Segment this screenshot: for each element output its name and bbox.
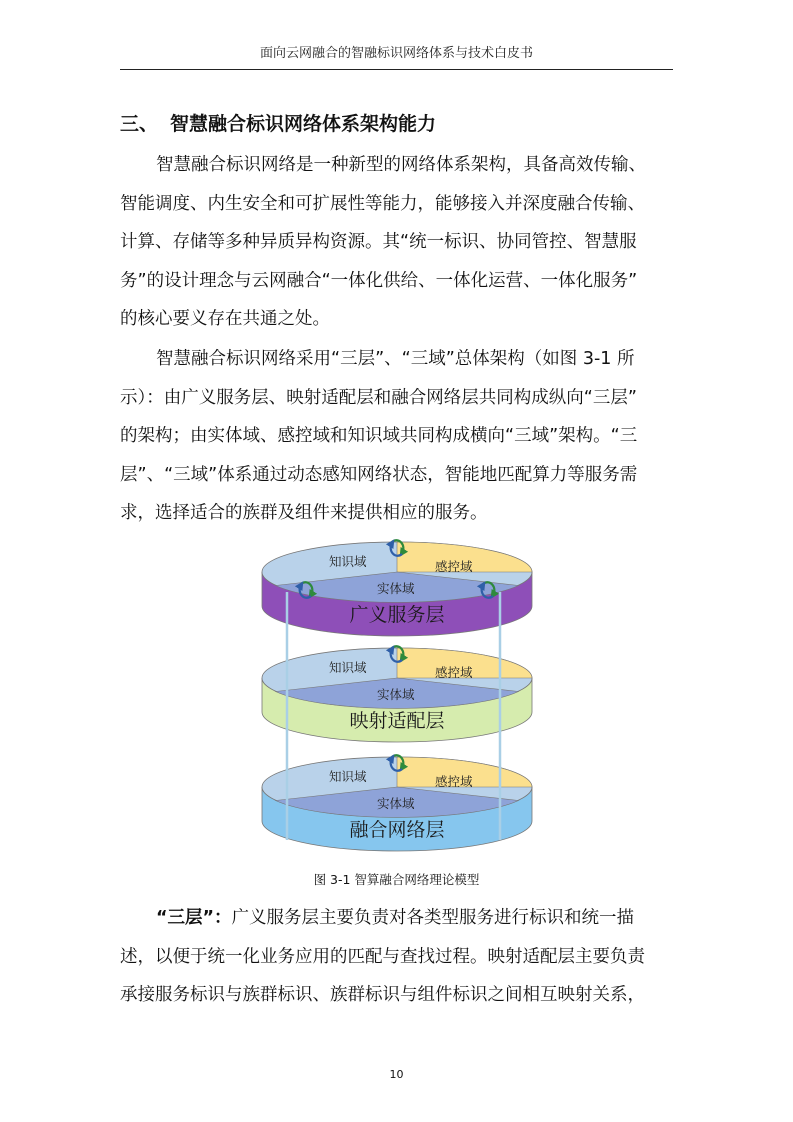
paragraph-line: 层”、“三域”体系通过动态感知网络状态，智能地匹配算力等服务需 — [120, 464, 638, 485]
section-title: 智慧融合标识网络体系架构能力 — [170, 113, 437, 135]
paragraph-line: 计算、存储等多种异质异构资源。其“统一标识、协同管控、智慧服 — [120, 232, 637, 253]
control-domain-label: 感控域 — [435, 559, 473, 574]
section-heading — [120, 109, 436, 136]
paragraph-line: 智慧融合标识网络是一种新型的网络体系架构，具备高效传输、 — [156, 155, 646, 175]
figure-caption: 图 3-1 智算融合网络理论模型 — [313, 872, 480, 887]
layer-disc — [262, 646, 532, 742]
layer-disc — [262, 755, 532, 851]
paragraph-intro — [120, 146, 673, 339]
paragraph-line: 智慧融合标识网络采用“三层”、“三域”总体架构（如图 3-1 所 — [156, 349, 635, 369]
running-header: 面向云网融合的智融标识网络体系与技术白皮书 — [259, 46, 533, 61]
layer-name: 融合网络层 — [349, 819, 445, 841]
paragraph-line: 的架构；由实体域、感控域和知识域共同构成横向“三域”架构。“三 — [120, 426, 638, 447]
entity-domain-label: 实体域 — [377, 687, 415, 702]
entity-domain-label: 实体域 — [377, 581, 415, 596]
paragraph-line: 述，以便于统一化业务应用的匹配与查找过程。映射适配层主要负责 — [120, 946, 645, 967]
paragraph-architecture — [120, 340, 673, 533]
term-label: “三层”： — [156, 908, 232, 928]
page-number: 10 — [389, 1068, 404, 1081]
paragraph-line: 智能调度、内生安全和可扩展性等能力，能够接入并深度融合传输、 — [120, 193, 645, 214]
control-domain-label: 感控域 — [435, 665, 473, 680]
paragraph-line — [120, 899, 673, 938]
knowledge-domain-label: 知识域 — [329, 660, 367, 675]
entity-domain-label: 实体域 — [377, 796, 415, 811]
paragraph-line: 承接服务标识与族群标识、族群标识与组件标识之间相互映射关系， — [120, 985, 645, 1006]
layer-name: 映射适配层 — [349, 710, 445, 732]
section-number: 三、 — [120, 113, 159, 135]
paragraph-line: 的核心要义存在共通之处。 — [120, 309, 330, 330]
paragraph-three-layers — [120, 899, 673, 1015]
paragraph-line: 示）：由广义服务层、映射适配层和融合网络层共同构成纵向“三层” — [120, 387, 637, 408]
paragraph-line: 务”的设计理念与云网融合“一体化供给、一体化运营、一体化服务” — [120, 270, 638, 291]
control-domain-label: 感控域 — [435, 774, 473, 789]
three-layer-model-figure — [255, 530, 540, 855]
paragraph-line: 求，选择适合的族群及组件来提供相应的服务。 — [120, 503, 488, 524]
paragraph-text: 广义服务层主要负责对各类型服务进行标识和统一描 — [231, 908, 635, 928]
layer-name: 广义服务层 — [349, 604, 445, 626]
knowledge-domain-label: 知识域 — [329, 769, 367, 784]
header-rule — [120, 69, 673, 70]
knowledge-domain-label: 知识域 — [329, 554, 367, 569]
layer-disc — [262, 540, 532, 636]
